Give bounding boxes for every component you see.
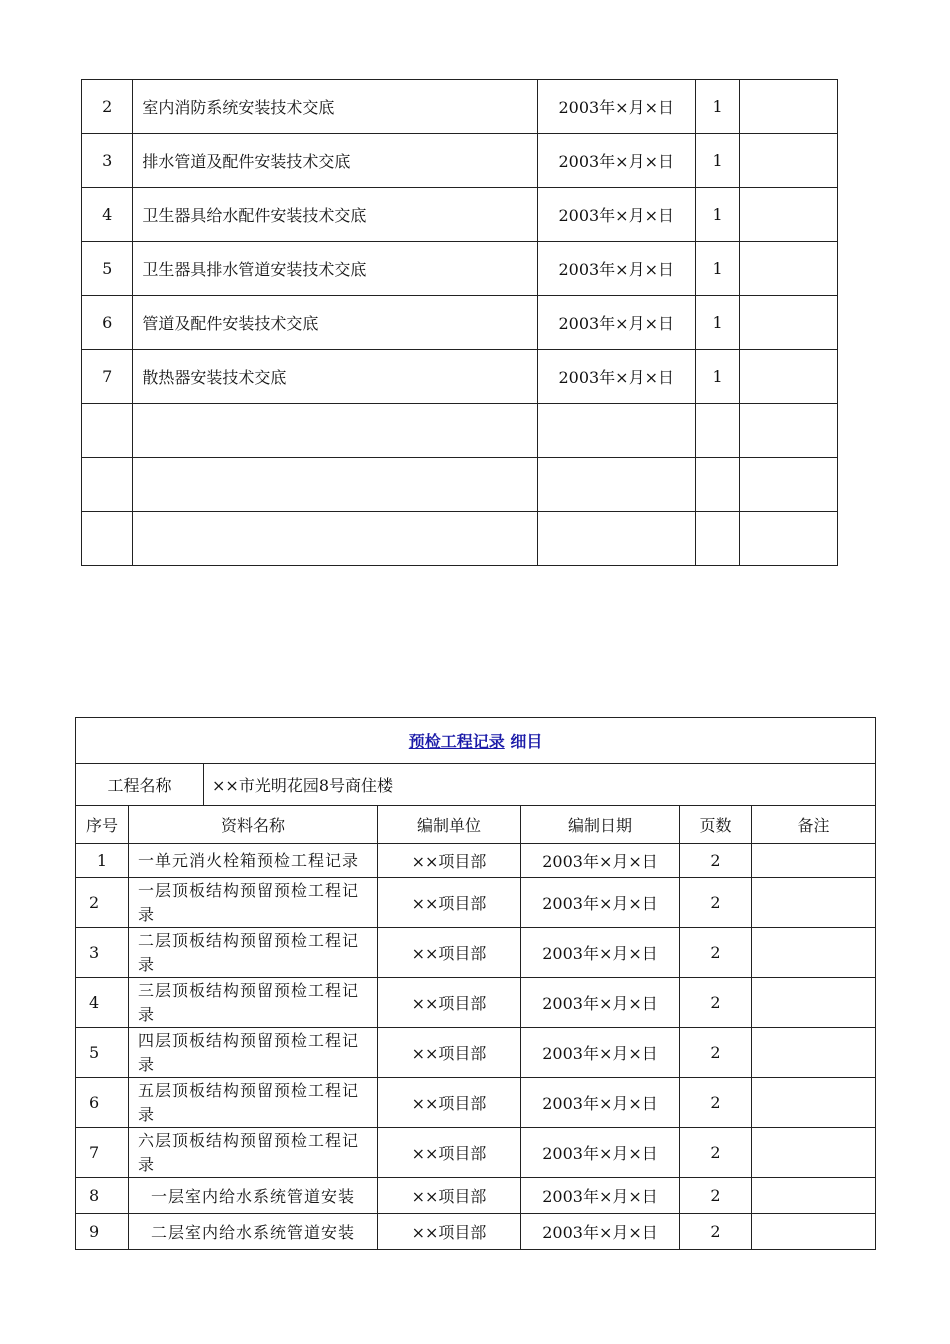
table-row: [76, 928, 876, 978]
page-count: 1: [695, 80, 739, 134]
remark: [740, 512, 838, 566]
compiling-date: 2003年×月×日: [521, 844, 680, 878]
page-count: 2: [680, 1028, 752, 1078]
document-name: 散热器安装技术交底: [133, 350, 537, 404]
compiling-unit: ××项目部: [378, 1078, 521, 1128]
header-no: 序号: [76, 806, 129, 844]
table-title-row: [76, 718, 876, 764]
document-name: 五层顶板结构预留预检工程记录: [129, 1078, 378, 1128]
table-row: [82, 404, 838, 458]
header-date: 编制日期: [521, 806, 680, 844]
project-row: [76, 764, 876, 806]
remark: [752, 928, 876, 978]
document-date: 2003年×月×日: [537, 242, 695, 296]
page-count: 1: [695, 350, 739, 404]
row-number: 2: [76, 878, 129, 928]
page-count: 2: [680, 1178, 752, 1214]
table-title: [76, 718, 876, 764]
row-number: 3: [76, 928, 129, 978]
table-row: [82, 242, 838, 296]
document-name: 卫生器具排水管道安装技术交底: [133, 242, 537, 296]
page-count: 2: [680, 928, 752, 978]
page-count: 2: [680, 878, 752, 928]
document-date: 2003年×月×日: [537, 188, 695, 242]
row-number: 5: [76, 1028, 129, 1078]
remark: [740, 188, 838, 242]
document-name: 二层顶板结构预留预检工程记录: [129, 928, 378, 978]
row-number: [82, 458, 133, 512]
page-count: 2: [680, 1128, 752, 1178]
page-count: 1: [695, 134, 739, 188]
header-name: 资料名称: [129, 806, 378, 844]
compiling-date: 2003年×月×日: [521, 978, 680, 1028]
remark: [740, 242, 838, 296]
pre-inspection-record-table: [75, 717, 876, 1250]
document-name: 管道及配件安装技术交底: [133, 296, 537, 350]
document-name: 排水管道及配件安装技术交底: [133, 134, 537, 188]
document-date: [537, 512, 695, 566]
remark: [740, 404, 838, 458]
document-name: [133, 458, 537, 512]
remark: [740, 458, 838, 512]
table-row: [76, 978, 876, 1028]
compiling-unit: ××项目部: [378, 978, 521, 1028]
compiling-date: 2003年×月×日: [521, 1128, 680, 1178]
document-name: [133, 512, 537, 566]
document-name: 卫生器具给水配件安装技术交底: [133, 188, 537, 242]
header-note: 备注: [752, 806, 876, 844]
table-row: [76, 1028, 876, 1078]
remark: [752, 844, 876, 878]
document-name: 六层顶板结构预留预检工程记录: [129, 1128, 378, 1178]
compiling-date: 2003年×月×日: [521, 1028, 680, 1078]
compiling-unit: ××项目部: [378, 1178, 521, 1214]
table-row: [76, 1078, 876, 1128]
row-number: 6: [76, 1078, 129, 1128]
table-row: [82, 458, 838, 512]
header-unit: 编制单位: [378, 806, 521, 844]
document-date: 2003年×月×日: [537, 80, 695, 134]
row-number: 8: [76, 1178, 129, 1214]
document-name: 一层顶板结构预留预检工程记录: [129, 878, 378, 928]
header-pages: 页数: [680, 806, 752, 844]
compiling-date: 2003年×月×日: [521, 1214, 680, 1250]
compiling-date: 2003年×月×日: [521, 1178, 680, 1214]
row-number: 6: [82, 296, 133, 350]
remark: [740, 296, 838, 350]
document-date: 2003年×月×日: [537, 134, 695, 188]
document-date: [537, 458, 695, 512]
table-row: [76, 1178, 876, 1214]
table-row: [82, 80, 838, 134]
compiling-unit: ××项目部: [378, 1028, 521, 1078]
table-row: [76, 1214, 876, 1250]
page-count: [695, 404, 739, 458]
row-number: [82, 512, 133, 566]
table-row: [82, 512, 838, 566]
page-count: 2: [680, 1078, 752, 1128]
table-row: [82, 350, 838, 404]
row-number: 7: [82, 350, 133, 404]
table-row: [82, 188, 838, 242]
remark: [752, 1028, 876, 1078]
document-date: [537, 404, 695, 458]
row-number: 4: [76, 978, 129, 1028]
technical-disclosure-table: [81, 79, 838, 566]
row-number: 1: [76, 844, 129, 878]
title-suffix: 细目: [504, 732, 543, 751]
page-count: 1: [695, 188, 739, 242]
table-row: [82, 134, 838, 188]
row-number: 3: [82, 134, 133, 188]
page-count: [695, 458, 739, 512]
row-number: 4: [82, 188, 133, 242]
document-name: 二层室内给水系统管道安装: [129, 1214, 378, 1250]
compiling-date: 2003年×月×日: [521, 878, 680, 928]
compiling-unit: ××项目部: [378, 1128, 521, 1178]
compiling-unit: ××项目部: [378, 878, 521, 928]
remark: [752, 1178, 876, 1214]
remark: [752, 1078, 876, 1128]
table-row: [76, 844, 876, 878]
page-count: 2: [680, 844, 752, 878]
document-name: [133, 404, 537, 458]
document-name: 一单元消火栓箱预检工程记录: [129, 844, 378, 878]
document-name: 室内消防系统安装技术交底: [133, 80, 537, 134]
compiling-unit: ××项目部: [378, 844, 521, 878]
page-count: 1: [695, 242, 739, 296]
compiling-date: 2003年×月×日: [521, 928, 680, 978]
project-value: ××市光明花园8号商住楼: [204, 764, 876, 806]
header-row: [76, 806, 876, 844]
document-name: 一层室内给水系统管道安装: [129, 1178, 378, 1214]
compiling-unit: ××项目部: [378, 928, 521, 978]
project-label: 工程名称: [76, 764, 204, 806]
row-number: 5: [82, 242, 133, 296]
remark: [740, 350, 838, 404]
remark: [752, 878, 876, 928]
remark: [740, 134, 838, 188]
compiling-date: 2003年×月×日: [521, 1078, 680, 1128]
row-number: 2: [82, 80, 133, 134]
document-name: 三层顶板结构预留预检工程记录: [129, 978, 378, 1028]
page-count: 2: [680, 1214, 752, 1250]
remark: [740, 80, 838, 134]
table-row: [76, 878, 876, 928]
page-count: 2: [680, 978, 752, 1028]
page-count: [695, 512, 739, 566]
remark: [752, 1214, 876, 1250]
title-link[interactable]: 预检工程记录: [408, 732, 505, 751]
row-number: 7: [76, 1128, 129, 1178]
table-row: [76, 1128, 876, 1178]
row-number: [82, 404, 133, 458]
remark: [752, 1128, 876, 1178]
document-date: 2003年×月×日: [537, 350, 695, 404]
page-count: 1: [695, 296, 739, 350]
document-name: 四层顶板结构预留预检工程记录: [129, 1028, 378, 1078]
row-number: 9: [76, 1214, 129, 1250]
table-row: [82, 296, 838, 350]
remark: [752, 978, 876, 1028]
compiling-unit: ××项目部: [378, 1214, 521, 1250]
document-date: 2003年×月×日: [537, 296, 695, 350]
